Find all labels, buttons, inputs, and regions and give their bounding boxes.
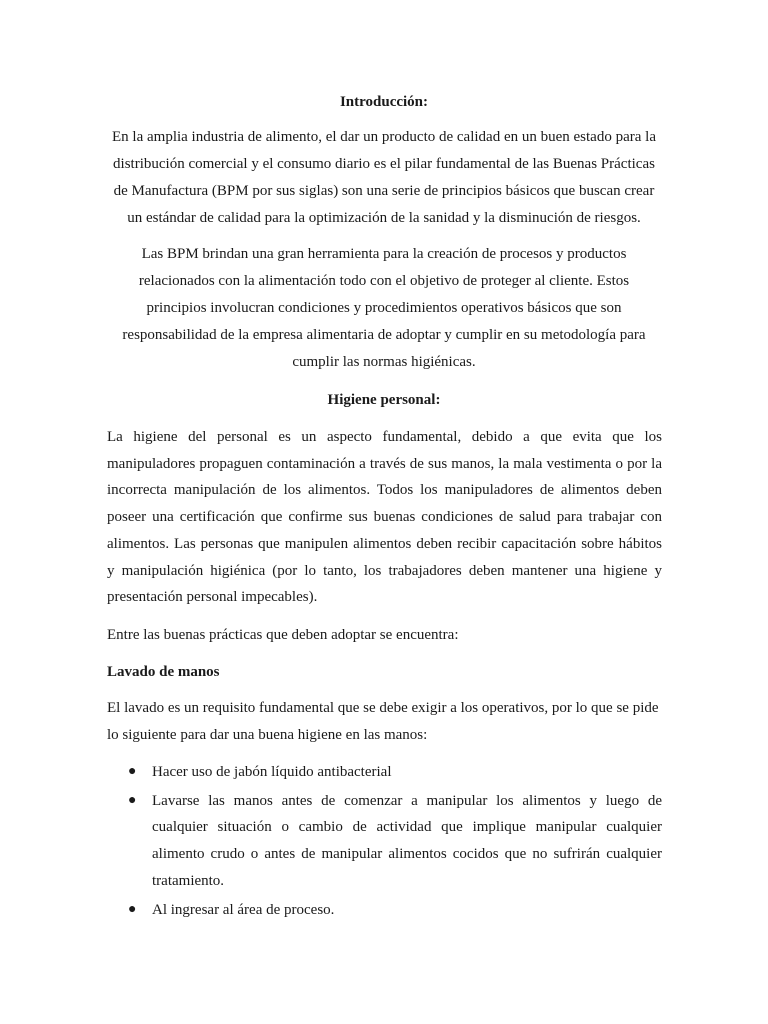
text-line: Lavarse las manos antes de comenzar a manipular los alimentos y luego de (152, 792, 662, 809)
text-line: lo siguiente para dar una buena higiene en las manos: (107, 726, 428, 743)
hygiene-heading: Higiene personal: (327, 392, 441, 408)
text-line: cualquier situación o cambio de actividad que implique manipular cualquier (152, 819, 662, 836)
text-line: y manipulación higiénica (por lo tanto, los trabajadores deben mantener una higiene y (107, 562, 662, 579)
text-line: Al ingresar al área de proceso. (152, 901, 335, 918)
text-line: alimentos. Las personas que manipulen alimentos deben recibir capacitación sobre hábitos (107, 535, 662, 552)
text-line: El lavado es un requisito fundamental que se debe exigir a los operativos, por lo que se pide (107, 700, 659, 716)
handwashing-bullet-list (128, 759, 662, 923)
text-line: cumplir las normas higiénicas. (292, 354, 476, 370)
bullet-icon: ● (128, 764, 137, 779)
list-item (128, 897, 662, 924)
list-item (128, 759, 662, 786)
intro-paragraph-2 (104, 241, 664, 376)
list-item-text (152, 897, 662, 924)
text-line: manipuladores propaguen contaminación a través de sus manos, la mala vestimenta o por la (107, 455, 662, 472)
list-item-text (152, 759, 662, 786)
text-line: principios involucran condiciones y procedimientos operativos básicos que son (146, 300, 622, 316)
practices-intro-text: Entre las buenas prácticas que deben adoptar se encuentra: (107, 627, 459, 643)
intro-paragraph-1 (104, 124, 664, 232)
intro-heading: Introducción: (339, 94, 429, 110)
text-line: distribución comercial y el consumo diario es el pilar fundamental de las Buenas Prácticas (113, 156, 655, 172)
hygiene-paragraph (107, 424, 662, 611)
text-line: un estándar de calidad para la optimización de la sanidad y la disminución de riesgos. (127, 210, 641, 226)
text-line: En la amplia industria de alimento, el dar un producto de calidad en un buen estado para la (112, 129, 656, 145)
text-line: tratamiento. (152, 872, 225, 889)
text-line: responsabilidad de la empresa alimentaria de adoptar y cumplir en su metodología para (122, 327, 646, 343)
text-line: de Manufactura (BPM por sus siglas) son una serie de principios básicos que buscan crear (113, 183, 655, 199)
text-line: alimento crudo o antes de manipular alimentos cocidos que no sufrirán cualquier (152, 846, 662, 863)
list-item (128, 788, 662, 895)
bullet-icon: ● (128, 901, 137, 917)
text-line: Hacer uso de jabón líquido antibacterial (152, 764, 392, 780)
handwashing-heading: Lavado de manos (107, 664, 220, 680)
text-line: La higiene del personal es un aspecto fundamental, debido a que evita que los (107, 429, 662, 445)
text-line: poseer una certificación que confirme sus buenas condiciones de salud para trabajar con (107, 509, 662, 526)
handwashing-paragraph (107, 695, 662, 748)
list-item-text (152, 788, 662, 895)
text-line: Las BPM brindan una gran herramienta para la creación de procesos y productos (141, 246, 627, 262)
text-line: presentación personal impecables). (107, 589, 318, 606)
text-line: incorrecta manipulación de los alimentos. Todos los manipuladores de alimentos deben (107, 482, 662, 499)
text-line: relacionados con la alimentación todo con el objetivo de proteger al cliente. Estos (138, 273, 630, 289)
bullet-icon: ● (128, 792, 137, 808)
